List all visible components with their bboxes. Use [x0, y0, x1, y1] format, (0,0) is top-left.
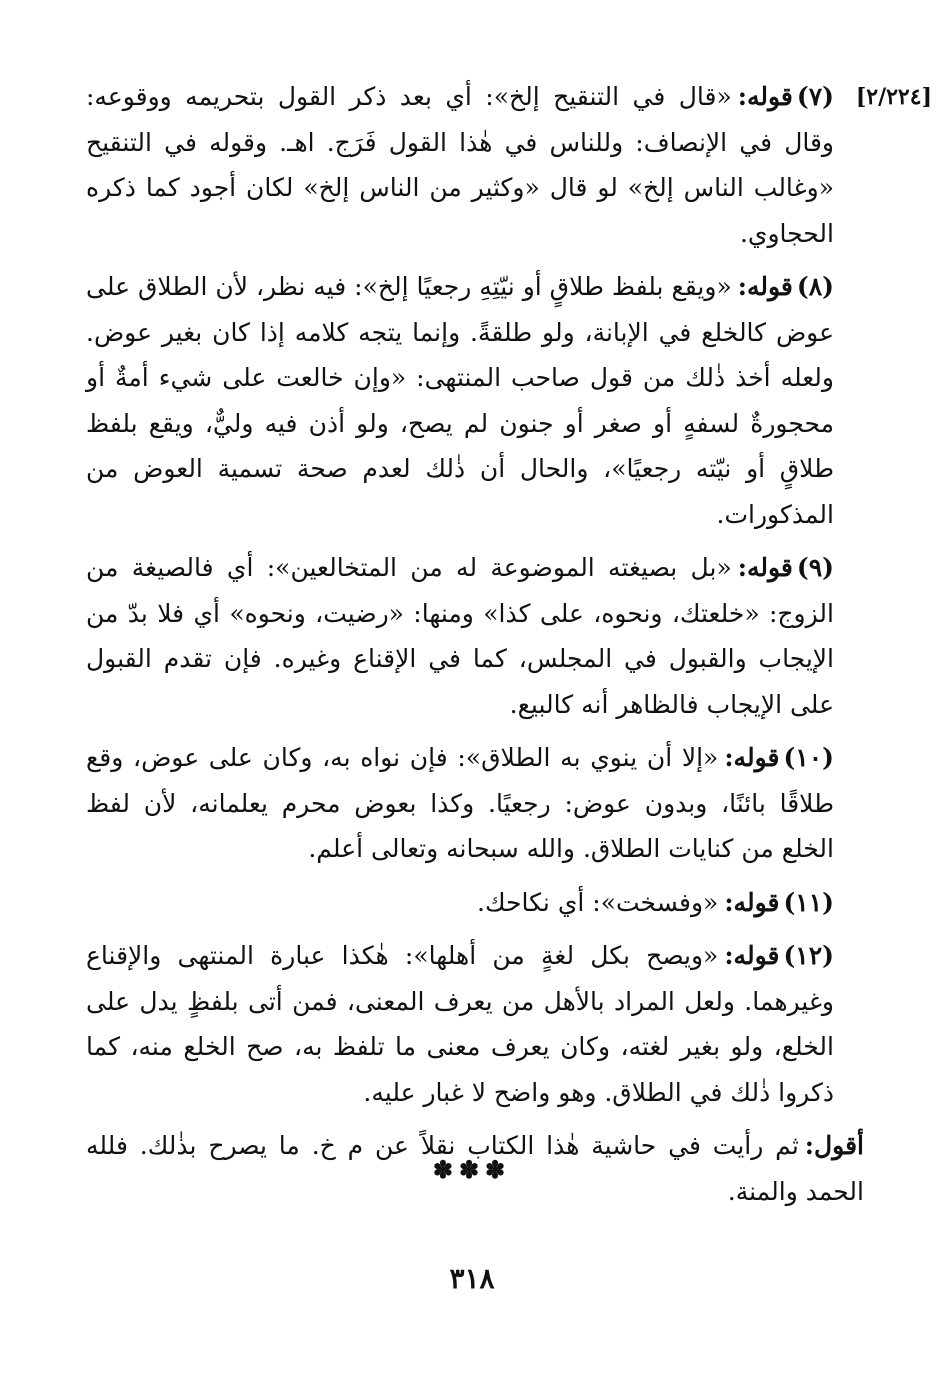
paragraph-11 — [86, 880, 864, 926]
paragraph-12 — [86, 933, 864, 1115]
note-text: «ويصح بكل لغةٍ من أهلها»: هٰكذا عبارة المنتهى والإقناع وغيرهما. ولعل المراد بالأهل من يعرف المعنى، فمن أتى بلفظٍ يدل على الخلع، ولو بغير لغته، وكان يعرف معنى ما تلفظ به، صح الخلع منه، كما ذكروا ذٰلك في الطلاق. وهو واضح لا غبار عليه. — [86, 941, 834, 1107]
paragraph-7 — [86, 74, 864, 256]
note-lead: قوله: — [724, 743, 780, 772]
note-lead: قوله: — [737, 272, 793, 301]
note-number: (٩) — [796, 553, 834, 582]
commentary-body — [86, 74, 864, 1222]
paragraph-10 — [86, 735, 864, 872]
note-number: (٨) — [796, 272, 834, 301]
note-text: «بل بصيغته الموضوعة له من المتخالعين»: أي فالصيغة من الزوج: «خلعتك، ونحوه، على كذا» ومنها: «رضيت، ونحوه» أي فلا بدّ من الإيجاب والقبول في المجلس، كما في الإقناع وغيره. فإن تقدم القبول على الإيجاب فالظاهر أنه كالبيع. — [86, 553, 834, 719]
paragraph-8 — [86, 264, 864, 537]
note-text: «إلا أن ينوي به الطلاق»: فإن نواه به، وكان على عوض، وقع طلاقًا بائنًا، وبدون عوض: رجعيًا. وكذا بعوض محرم يعلمانه، لأن لفظ الخلع من كنايات الطلاق. والله سبحانه وتعالى أعلم. — [86, 743, 834, 863]
note-lead: أقول: — [804, 1131, 864, 1160]
note-text: «وفسخت»: أي نكاحك. — [477, 887, 719, 917]
note-text: ثم رأيت في حاشية هٰذا الكتاب نقلاً عن م خ. ما يصرح بذٰلك. فلله الحمد والمنة. — [86, 1131, 864, 1206]
note-number: (٧) — [796, 82, 834, 111]
note-number: (١٢) — [783, 941, 834, 970]
note-text: «ويقع بلفظ طلاقٍ أو نيّتِهِ رجعيًا إلخ»: فيه نظر، لأن الطلاق على عوض كالخلع في الإبانة، ولو طلقةً. وإنما يتجه كلامه إذا كان بغير عوض. ولعله أخذ ذٰلك من قول صاحب المنتهى: «وإن خالعت على شيء أمةٌ أو محجورةٌ لسفهٍ أو صغر أو جنون لم يصح، ولو أذن فيه وليٌّ، ويقع بلفظ طلاقٍ أو نيّته رجعيًا»، والحال أن ذٰلك لعدم صحة تسمية العوض من المذكورات. — [86, 272, 834, 529]
section-separator: ✽✽✽ — [432, 1155, 512, 1184]
note-lead: قوله: — [724, 941, 780, 970]
paragraph-9 — [86, 545, 864, 727]
note-text: «قال في التنقيح إلخ»: أي بعد ذكر القول بتحريمه ووقوعه: وقال في الإنصاف: وللناس في هٰذا القول فَرَج. اهـ. وقوله في التنقيح «وغالب الناس إلخ» لو قال «وكثير من الناس إلخ» لكان أجود كما ذكره الحجاوي. — [86, 82, 834, 248]
page-number: ٣١٨ — [449, 1262, 495, 1295]
note-lead: قوله: — [737, 82, 793, 111]
note-number: (١١) — [783, 887, 834, 917]
volume-page-reference: [٢/٢٢٤] — [855, 84, 932, 110]
note-lead: قوله: — [724, 887, 780, 917]
note-number: (١٠) — [783, 743, 834, 772]
note-lead: قوله: — [737, 553, 793, 582]
